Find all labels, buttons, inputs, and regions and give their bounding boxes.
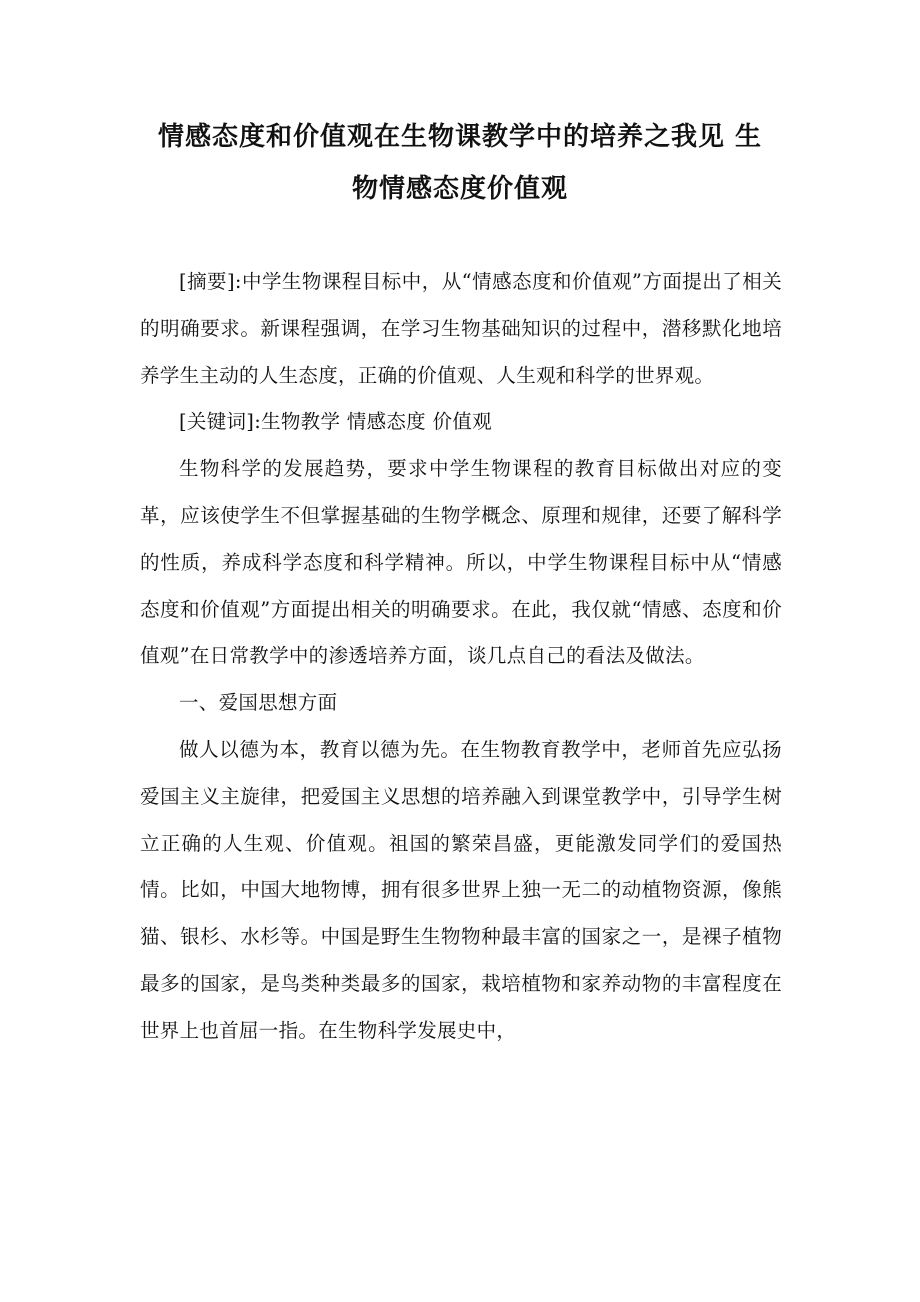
section-heading: 一、爱国思想方面 <box>179 691 338 715</box>
document-title-line-1: 情感态度和价值观在生物课教学中的培养之我见 生 <box>157 122 763 152</box>
document-body <box>140 259 782 1055</box>
abstract-paragraph: [摘要]:中学生物课程目标中，从“情感态度和价值观”方面提出了相关的明确要求。新课程强调，在学习生物基础知识的过程中，潜移默化地培养学生主动的人生态度，正确的价值观、人生观和科学的世界观。 <box>140 270 782 387</box>
keywords-paragraph: [关键词]:生物教学 情感态度 价值观 <box>179 410 492 434</box>
section-paragraph: 做人以德为本，教育以德为先。在生物教育教学中，老师首先应弘扬爱国主义主旋律，把爱国主义思想的培养融入到课堂教学中，引导学生树立正确的人生观、价值观。祖国的繁荣昌盛，更能激发同学们的爱国热情。比如，中国大地物博，拥有很多世界上独一无二的动植物资源，像熊猫、银杉、水杉等。中国是野生生物物种最丰富的国家之一，是裸子植物最多的国家，是鸟类种类最多的国家，栽培植物和家养动物的丰富程度在世界上也首屈一指。在生物科学发展史中， <box>140 737 782 1042</box>
document-title-line-2: 物情感态度价值观 <box>351 174 568 204</box>
intro-paragraph: 生物科学的发展趋势，要求中学生物课程的教育目标做出对应的变革，应该使学生不但掌握基础的生物学概念、原理和规律，还要了解科学的性质，养成科学态度和科学精神。所以，中学生物课程目标中从“情感态度和价值观”方面提出相关的明确要求。在此，我仅就“情感、态度和价值观”在日常教学中的渗透培养方面，谈几点自己的看法及做法。 <box>140 457 782 668</box>
